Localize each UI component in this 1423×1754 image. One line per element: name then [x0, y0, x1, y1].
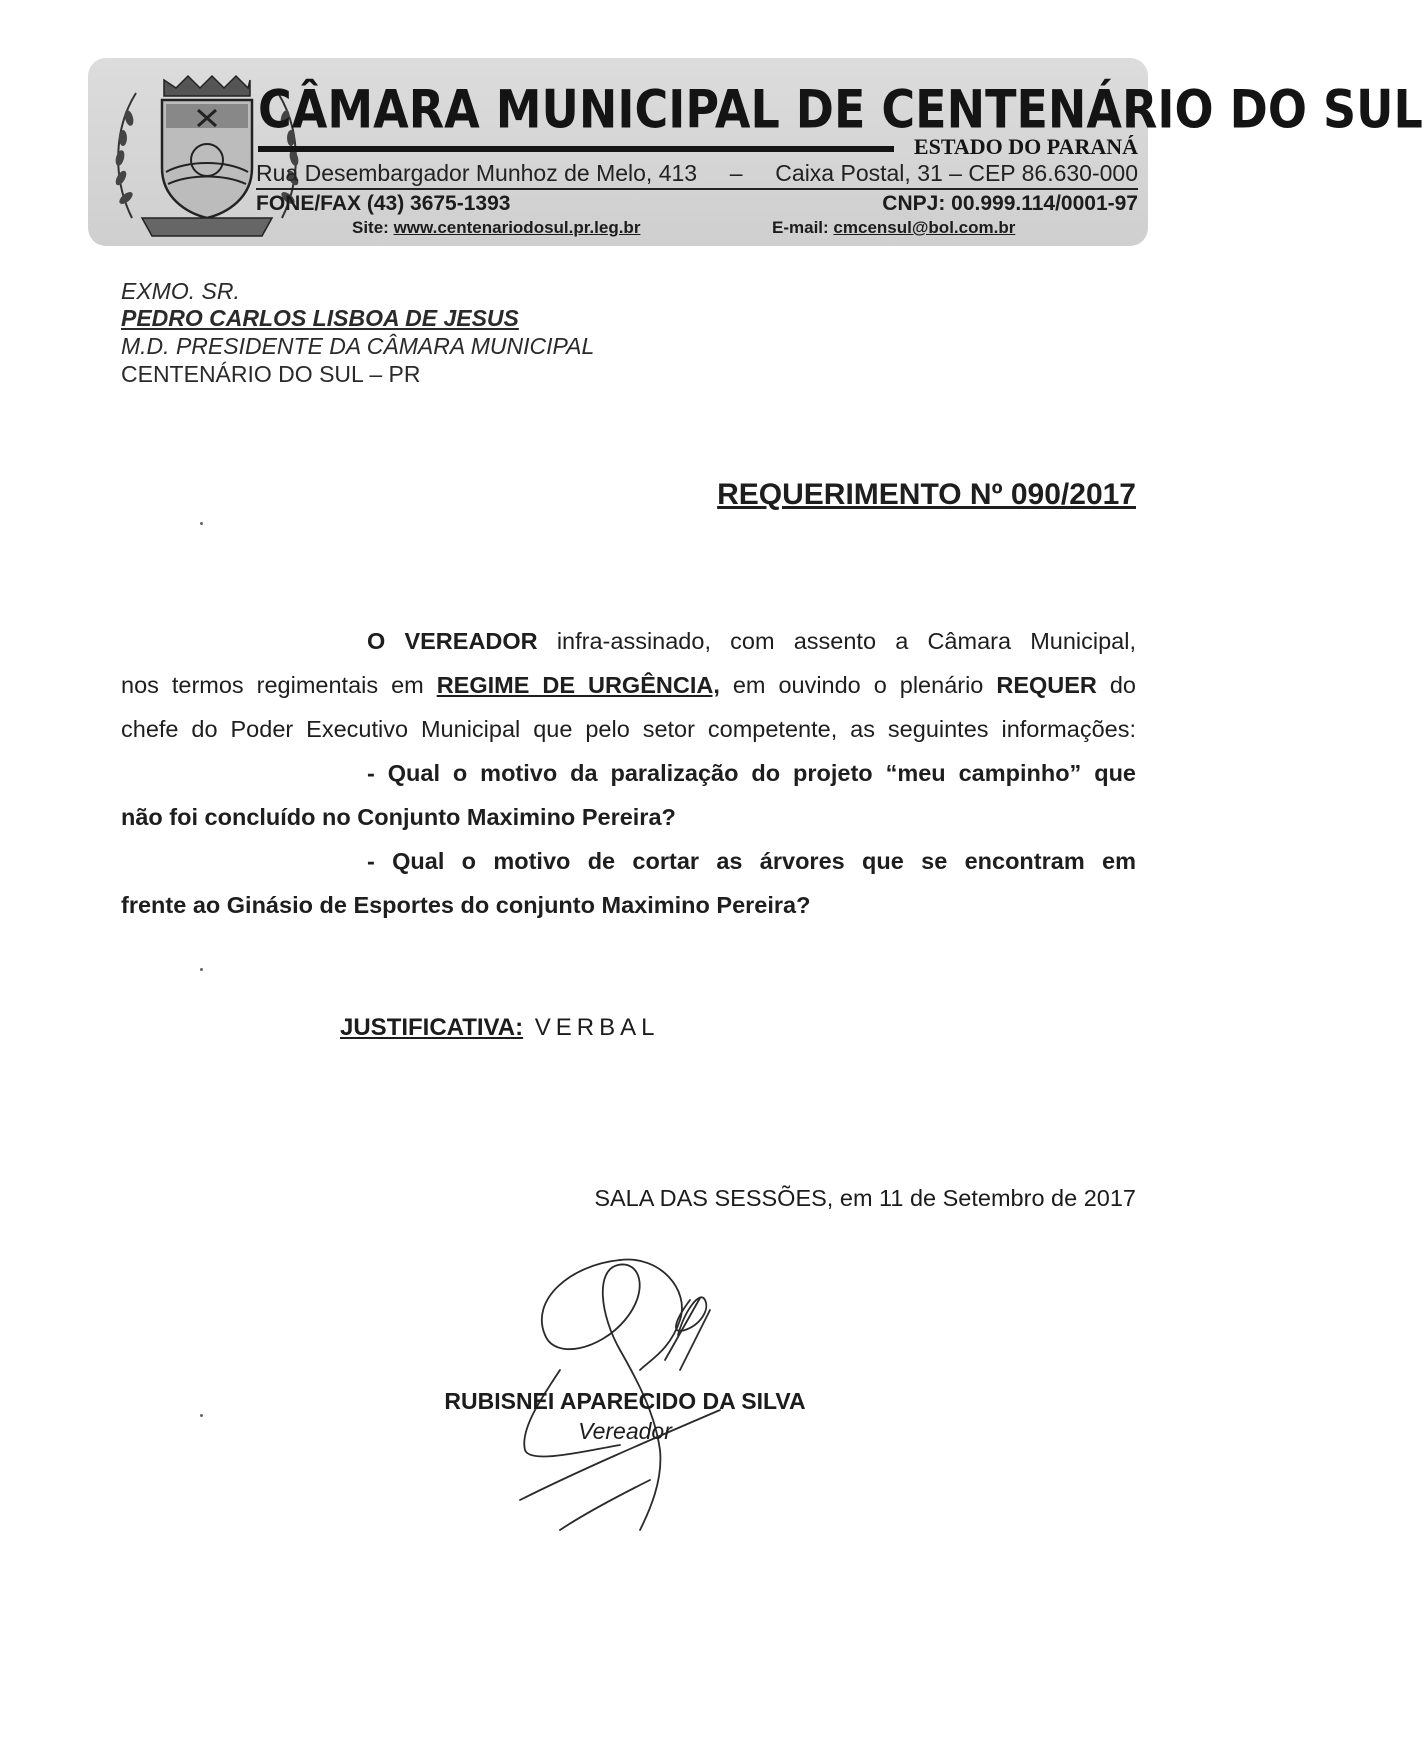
email-label: E-mail:	[772, 218, 829, 237]
scan-speck	[200, 968, 203, 971]
addressee-salutation: EXMO. SR.	[121, 278, 240, 304]
body-p2-a: nos termos regimentais em	[121, 672, 437, 698]
title-rule	[258, 146, 894, 152]
address-postal-box: Caixa Postal, 31 – CEP 86.630-000	[775, 160, 1138, 186]
phone-fax: FONE/FAX (43) 3675-1393	[256, 192, 511, 215]
body-regime-urgencia: REGIME DE URGÊNCIA,	[436, 672, 720, 698]
signer-name: RUBISNEI APARECIDO DA SILVA	[444, 1388, 806, 1414]
place-and-date: SALA DAS SESSÕES, em 11 de Setembro de 2017	[594, 1185, 1136, 1211]
body-line-1	[121, 628, 1136, 655]
justification	[340, 1014, 660, 1042]
question-1-line-1: - Qual o motivo da paralização do projeto “meu campinho” que	[367, 760, 1136, 786]
question-1-line-2: não foi concluído no Conjunto Maximino Pereira?	[121, 804, 676, 830]
body-vereador: O VEREADOR	[367, 628, 538, 654]
scan-speck	[200, 522, 203, 525]
document-title: REQUERIMENTO Nº 090/2017	[717, 478, 1136, 511]
state-name: ESTADO DO PARANÁ	[913, 134, 1138, 159]
question-2-line-1: - Qual o motivo de cortar as árvores que se encontram em	[367, 848, 1136, 874]
signer-role: Vereador	[578, 1418, 672, 1444]
address-line	[256, 160, 1138, 190]
body-p2-c: em ouvindo o plenário	[719, 672, 997, 698]
site-link[interactable]: www.centenariodosul.pr.leg.br	[393, 218, 641, 237]
site	[352, 218, 640, 238]
justification-label: JUSTIFICATIVA:	[340, 1014, 524, 1041]
addressee-name: PEDRO CARLOS LISBOA DE JESUS	[121, 305, 519, 331]
body-requer: REQUER	[996, 672, 1097, 698]
scan-speck	[200, 1414, 203, 1417]
addressee-position: M.D. PRESIDENTE DA CÂMARA MUNICIPAL	[121, 333, 595, 359]
body-p1-rest: infra-assinado, com assento a Câmara Municipal,	[537, 628, 1137, 654]
email-link[interactable]: cmcensul@bol.com.br	[833, 218, 1016, 237]
body-p2-e: do	[1096, 672, 1136, 698]
question-2-line-2: frente ao Ginásio de Esportes do conjunto Maximino Pereira?	[121, 892, 811, 918]
letterhead	[88, 58, 1423, 246]
addressee-city: CENTENÁRIO DO SUL – PR	[121, 361, 421, 387]
site-label: Site:	[352, 218, 389, 237]
body-line-2	[121, 672, 1136, 699]
chamber-name: CÂMARA MUNICIPAL DE CENTENÁRIO DO SUL	[258, 78, 1423, 141]
cnpj: CNPJ: 00.999.114/0001-97	[882, 192, 1138, 215]
justification-value: VERBAL	[523, 1014, 660, 1041]
address-separator: –	[729, 160, 743, 186]
email	[772, 218, 1015, 238]
address-street: Rua Desembargador Munhoz de Melo, 413	[256, 160, 698, 186]
body-line-3: chefe do Poder Executivo Municipal que pelo setor competente, as seguintes informações:	[121, 716, 1136, 742]
